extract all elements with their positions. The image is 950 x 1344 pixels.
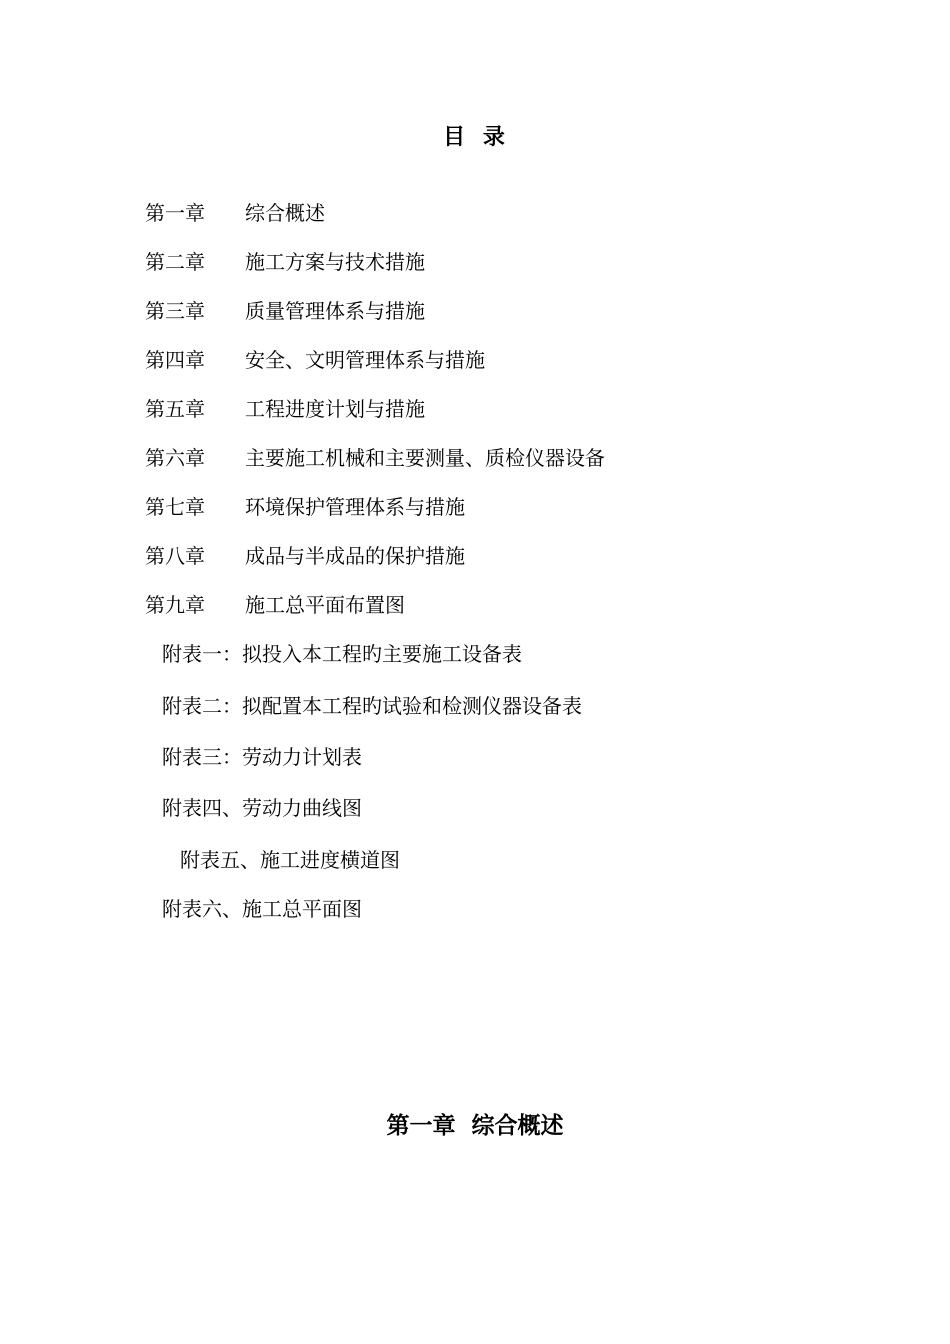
toc-chapter-number: 第一章 (145, 201, 205, 225)
toc-entry-chapter-8[interactable] (145, 543, 465, 569)
toc-title: 目 录 (443, 124, 507, 150)
toc-chapter-title: 成品与半成品的保护措施 (245, 544, 465, 568)
toc-entry-chapter-6[interactable] (145, 445, 605, 471)
toc-chapter-number: 第三章 (145, 299, 205, 323)
toc-chapter-number: 第八章 (145, 544, 205, 568)
toc-entry-chapter-9[interactable] (145, 592, 405, 618)
toc-entry-appendix-2[interactable]: 附表二：拟配置本工程旳试验和检测仪器设备表 (162, 694, 582, 718)
toc-entry-appendix-3[interactable]: 附表三：劳动力计划表 (162, 745, 362, 769)
toc-chapter-number: 第七章 (145, 495, 205, 519)
toc-chapter-title: 施工总平面布置图 (245, 593, 405, 617)
toc-entry-chapter-4[interactable] (145, 347, 485, 373)
toc-chapter-number: 第二章 (145, 250, 205, 274)
toc-entry-appendix-4[interactable]: 附表四、劳动力曲线图 (162, 796, 362, 820)
toc-entry-chapter-3[interactable] (145, 298, 425, 324)
toc-entry-chapter-5[interactable] (145, 396, 425, 422)
toc-chapter-number: 第九章 (145, 593, 205, 617)
toc-chapter-title: 施工方案与技术措施 (245, 250, 425, 274)
toc-entry-chapter-2[interactable] (145, 249, 425, 275)
toc-entry-chapter-7[interactable] (145, 494, 465, 520)
toc-chapter-title: 工程进度计划与措施 (245, 397, 425, 421)
toc-chapter-number: 第四章 (145, 348, 205, 372)
chapter-heading: 第一章 综合概述 (386, 1112, 564, 1139)
toc-entry-appendix-5[interactable]: 附表五、施工进度横道图 (180, 848, 400, 872)
toc-entry-appendix-6[interactable]: 附表六、施工总平面图 (162, 897, 362, 921)
toc-entry-appendix-1[interactable]: 附表一：拟投入本工程旳主要施工设备表 (162, 642, 522, 666)
toc-chapter-title: 质量管理体系与措施 (245, 299, 425, 323)
toc-chapter-title: 综合概述 (245, 201, 325, 225)
toc-chapter-title: 安全、文明管理体系与措施 (245, 348, 485, 372)
toc-chapter-title: 主要施工机械和主要测量、质检仪器设备 (245, 446, 605, 470)
toc-chapter-number: 第五章 (145, 397, 205, 421)
toc-chapter-number: 第六章 (145, 446, 205, 470)
toc-entry-chapter-1[interactable] (145, 200, 325, 226)
toc-chapter-title: 环境保护管理体系与措施 (245, 495, 465, 519)
